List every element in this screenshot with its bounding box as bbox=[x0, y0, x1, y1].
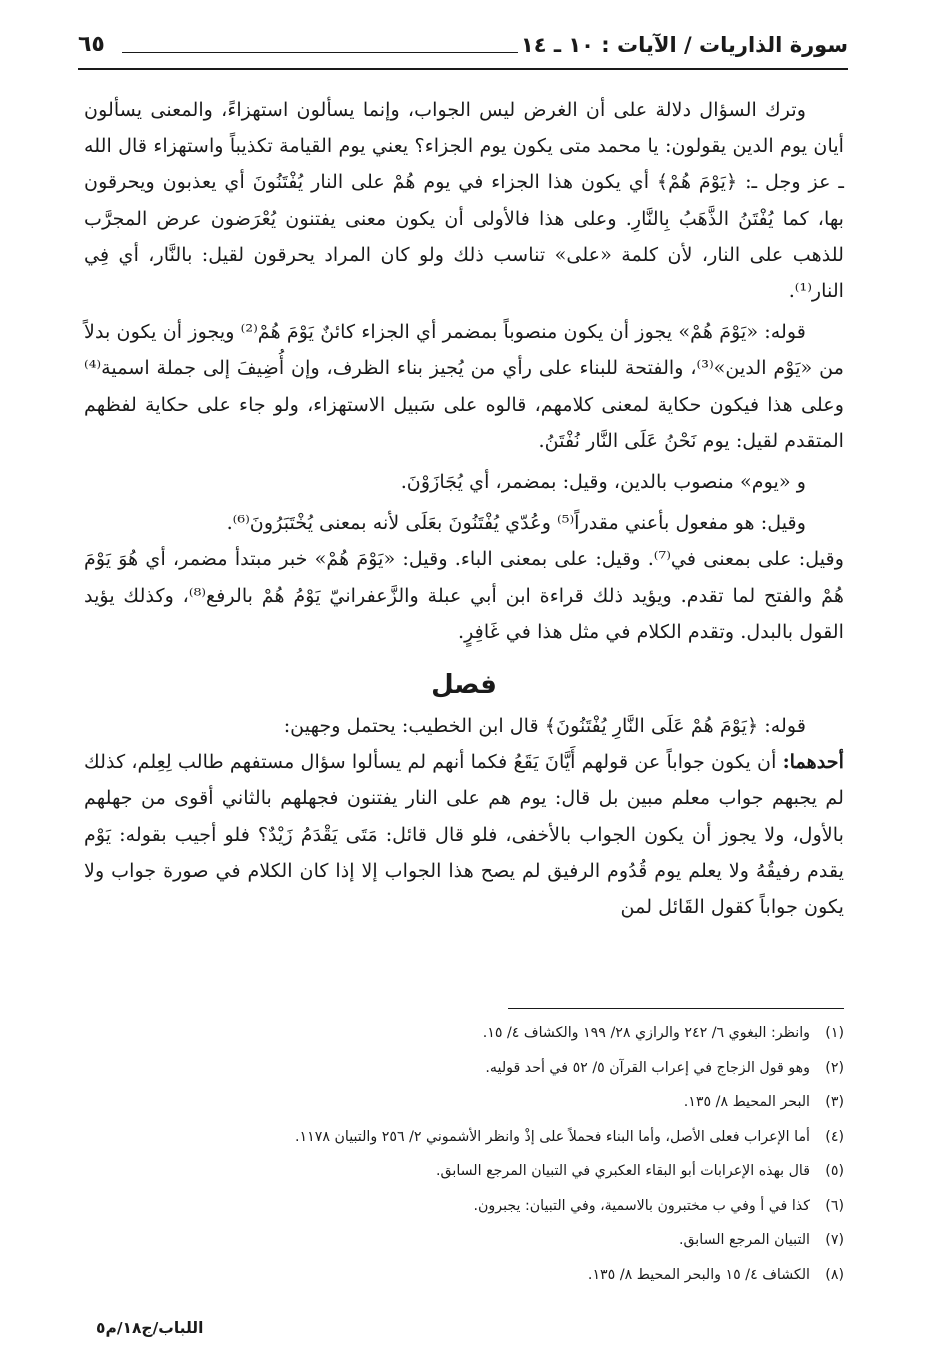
paragraph-6: قوله: ﴿يَوْمَ هُمْ عَلَى النَّارِ يُفْتَنُونَ﴾ قال ابن الخطيب: يحتمل وجهين: bbox=[283, 714, 806, 738]
page-number: ٦٥ bbox=[78, 32, 105, 57]
footnote-item bbox=[84, 1223, 844, 1258]
footnote-number: (٤) bbox=[825, 1128, 844, 1145]
footnote-text: التبيان المرجع السابق. bbox=[678, 1232, 810, 1248]
footnote-number: (١) bbox=[825, 1025, 844, 1041]
footnote-item bbox=[84, 1189, 844, 1224]
footnote-text: وهو قول الزجاج في إعراب القرآن ٥/ ٥٢ في أحد قوليه. bbox=[485, 1059, 810, 1076]
footnote-number: (٧) bbox=[825, 1232, 844, 1248]
footnote-number: (٨) bbox=[825, 1266, 844, 1283]
paragraph-5: وقيل: على بمعنى في⁽⁷⁾. وقيل: على بمعنى الباء. وقيل: «يَوْمَ هُمْ» خبر مبتدأ مضمر، أي هُوَ يَوْمَ هُمْ والفتح لما تقدم. ويؤيد ذلك قراءة ابن أبي عبلة والزَّعفرانيّ يَوْمُ هُمْ بالرفع⁽⁸⁾، وكذلك يؤيد القول بالبدل. وتقدم الكلام في مثل هذا في غَافِرٍ. bbox=[84, 547, 844, 643]
footnote-separator bbox=[508, 1008, 844, 1009]
footnote-text: قال بهذه الإعرابات أبو البقاء العكبري في التبيان المرجع السابق. bbox=[436, 1163, 810, 1179]
footnote-item bbox=[84, 1120, 844, 1155]
footnote-text: وانظر: البغوي ٦/ ٢٤٢ والرازي ٢٨/ ١٩٩ والكشاف ٤/ ١٥. bbox=[482, 1025, 810, 1041]
paragraph-3: و «يوم» منصوب بالدين، وقيل: بمضمر، أي يُجَازَوْنَ. bbox=[400, 470, 806, 494]
header-title-underline bbox=[122, 52, 518, 53]
footnote-text: الكشاف ٤/ ١٥ والبحر المحيط ٨/ ١٣٥. bbox=[587, 1266, 810, 1283]
footnote-number: (٦) bbox=[825, 1197, 844, 1214]
footnote-text: البحر المحيط ٨/ ١٣٥. bbox=[683, 1094, 810, 1110]
paragraph-7-lead: أحدهما: bbox=[782, 750, 844, 774]
footnote-item bbox=[84, 1085, 844, 1120]
footnote-item bbox=[84, 1154, 844, 1189]
paragraph-7 bbox=[84, 744, 844, 925]
footnote-text: أما الإعراب فعلى الأصل، وأما البناء فحملاً على إذْ وانظر الأشموني ٢/ ٢٥٦ والتبيان ١١٧٨. bbox=[294, 1128, 810, 1145]
paragraph-4: وقيل: هو مفعول بأعني مقدراً⁽⁵⁾ وعُدّي يُفْتَنُونَ بعَلَى لأنه بمعنى يُخْتَبَرُونَ⁽⁶⁾. bbox=[226, 511, 806, 535]
footnote-number: (٥) bbox=[825, 1163, 844, 1179]
printer-signature: اللباب/ج١٨/م٥ bbox=[96, 1319, 204, 1337]
paragraph-1: وترك السؤال دلالة على أن الغرض ليس الجواب، وإنما يسألون استهزاءً، والمعنى يسألون أيان يوم الدين يقولون: يا محمد متى يكون يوم الجزاء؟ يعني يوم القيامة تكذيباً واستهزاء قال الله ـ عز وجل ـ: ﴿يَوْمَ هُمْ﴾ أي يكون هذا الجزاء في يوم هُمْ على النار يُفْتَنُونَ أي يعذبون ويحرقون بها، كما يُفْتَنُ الذَّهَبُ بِالنَّارِ. وعلى هذا فالأولى أن يكون معنى يفتنون يُعْرَضون عرض المجرَّب للذهب على النار، لأن كلمة «على» تناسب ذلك ولو كان المراد يحرقون لقيل: بالنَّار، أي فِي النار⁽¹⁾. bbox=[84, 98, 844, 303]
paragraph-7-text: أن يكون جواباً عن قولهم أَيَّانَ يَقَعُ فكما أنهم لم يسألوا سؤال مستفهم طالب لِعِلم، كذلك لم يجبهم جواب معلم مبين بل قال: يوم هم على النار يفتنون فجهلهم بالثاني أقوى من جهلهم بالأول، ولا يجوز أن يكون الجواب بالأخفى، فلو قال قائل: مَتَى يَقْدَمُ زَيْدٌ؟ فلو أجيب بقوله: يَوْم يقدم رفيقُهُ ولا يعلم يوم قُدُوم الرفيق لم يصح هذا الجواب إلا إذا كان الكلام في صورة جواب ولا يكون جواباً كقول القَائل لمن bbox=[84, 750, 844, 919]
paragraph-2: قوله: «يَوْمَ هُمْ» يجوز أن يكون منصوباً بمضمر أي الجزاء كائنٌ يَوْمَ هُمْ⁽²⁾ ويجوز أن يكون بدلاً من «يَوْم الدين»⁽³⁾، والفتحة للبناء على رأي من يُجيز بناء الظرف، وإن أُضِيفَ إلى جملة اسمية⁽⁴⁾ وعلى هذا فيكون حكاية لمعنى كلامهم، قالوه على سَبيل الاستهزاء، ولو جاء على حكاية لفظهم المتقدم لقيل: يوم نَحْنُ عَلَى النَّار نُفْتَنُ. bbox=[84, 320, 844, 452]
footnotes-list bbox=[84, 1016, 844, 1292]
footnote-item bbox=[84, 1051, 844, 1086]
section-heading: فصل bbox=[431, 670, 497, 701]
footnote-item bbox=[84, 1258, 844, 1293]
footnote-text: كذا في أ وفي ب مختبرون بالاسمية، وفي التبيان: يجبرون. bbox=[473, 1197, 810, 1214]
footnote-number: (٢) bbox=[825, 1059, 844, 1076]
main-text bbox=[84, 92, 844, 925]
running-header-title: سورة الذاريات / الآيات : ١٠ ـ ١٤ bbox=[520, 33, 848, 57]
footnote-number: (٣) bbox=[825, 1094, 844, 1110]
running-header bbox=[78, 30, 848, 70]
footnote-item bbox=[84, 1016, 844, 1051]
header-rule bbox=[78, 68, 848, 70]
